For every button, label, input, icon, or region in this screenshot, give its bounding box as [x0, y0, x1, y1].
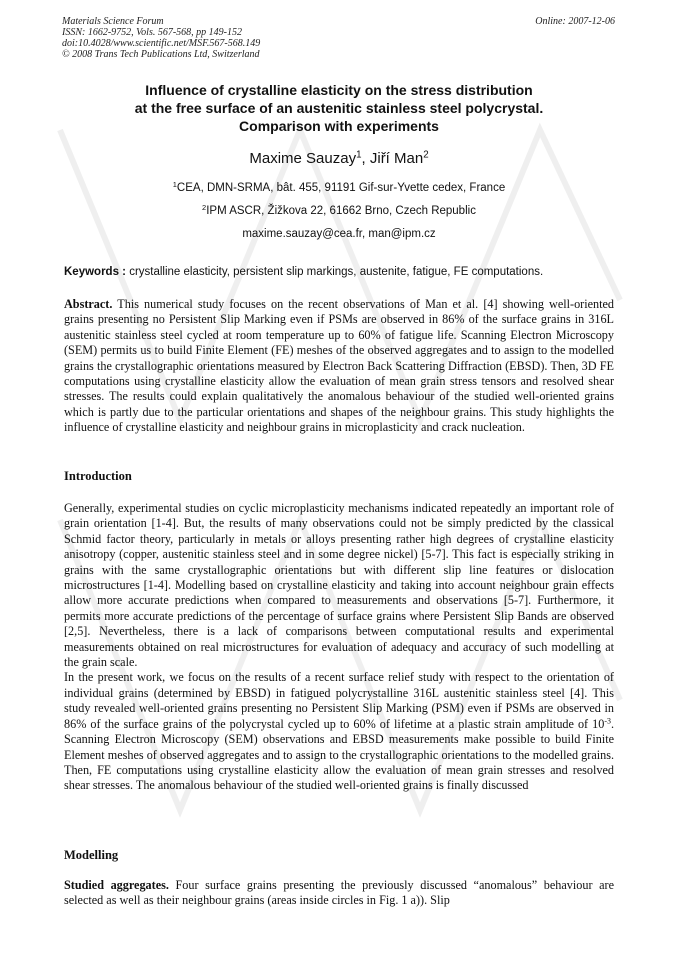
- abstract-text: This numerical study focuses on the recent observations of Man et al. [4] showing well-oriented grains presenting no Persistent Slip Marking even if PSMs are observed in 86% of the surface grains in 316L austenitic stainless steel cycled at room temperature up to 60% of fatigue life. Scanning Electron Microscopy (SEM) permits us to build Finite Element (FE) meshes of the observed aggregates and to assign to the modelled grains the crystallographic orientations measured by Electron Back Scattering Diffraction (EBSD). Then, 3D FE computations using crystalline elasticity allow the evaluation of mean grain stress tensors and resolved shear stresses. The results could explain qualitatively the anomalous behaviour of the studied well-oriented grains which is partly due to the particular orientations and shapes of the neighbour grains. This study highlights the influence of crystalline elasticity and neighbour grains in microplasticity and crack nucleation.: [64, 297, 614, 435]
- introduction-body: [64, 501, 614, 794]
- journal-name: Materials Science Forum: [62, 16, 164, 27]
- exponent: -3: [604, 716, 611, 726]
- affiliation-2: [40, 202, 638, 217]
- affiliation-text: CEA, DMN-SRMA, bât. 455, 91191 Gif-sur-Yvette cedex, France: [176, 182, 506, 194]
- online-date: Online: 2007-12-06: [535, 16, 615, 27]
- author-name: Maxime Sauzay: [249, 150, 357, 167]
- author-name: Jiří Man: [369, 150, 424, 167]
- affiliation-mark: 2: [202, 202, 207, 212]
- affiliation-1: [40, 179, 638, 194]
- copyright-line: © 2008 Trans Tech Publications Ltd, Switzerland: [62, 49, 260, 60]
- title-line-3: Comparison with experiments: [239, 118, 439, 134]
- author-emails: maxime.sauzay@cea.fr, man@ipm.cz: [242, 228, 436, 240]
- introduction-paragraph-1: Generally, experimental studies on cyclic microplasticity mechanisms indicated repeatedly an important role of grain orientation [1-4]. But, the results of many observations could not be simply predicted by the classical Schmid factor theory, particularly in metals or alloys presenting rather high degrees of crystalline elasticity anisotropy (copper, austenitic stainless steel and in some degree nickel) [5-7]. This fact is especially striking in grains with the same crystallographic orientations but with different slip line features or dislocation microstructures [1-4]. Modelling based on crystalline elasticity and taking into account neighbour grain effects allow more accurate predictions when compared to measurements and observations [5-7]. Furthermore, it permits more accurate predictions of the percentage of surface grains where Persistent Slip Bands are observed [2,5]. Nevertheless, there is a lack of comparisons between computational results and experimental measurements obtained on real microstructures for evaluation of adequacy and accuracy of such modelling at the grain scale.: [64, 501, 614, 670]
- issn-line: ISSN: 1662-9752, Vols. 567-568, pp 149-152: [62, 27, 242, 38]
- modelling-body: [64, 878, 614, 909]
- abstract-label: Abstract.: [64, 297, 113, 311]
- affiliation-text: IPM ASCR, Žižkova 22, 61662 Brno, Czech Republic: [206, 205, 476, 217]
- keywords: [64, 266, 614, 278]
- author-separator: ,: [361, 150, 370, 167]
- affiliation-mark: 1: [172, 179, 177, 189]
- title-line-2: at the free surface of an austenitic stainless steel polycrystal.: [134, 100, 544, 116]
- title-line-1: Influence of crystalline elasticity on the stress distribution: [145, 82, 533, 98]
- author-list: [40, 150, 638, 167]
- paragraph-text: In the present work, we focus on the results of a recent surface relief study with respect to the orientation of individual grains (determined by EBSD) in fatigued polycrystalline 316L austenitic stainless steel [4]. This study revealed well-oriented grains presenting no Persistent Slip Marking (PSM) even if PSMs are observed in 86% of the surface grains of the polycrystal cycled up to 60% of lifetime at a plastic strain amplitude of 10: [64, 670, 614, 731]
- introduction-heading: Introduction: [64, 469, 132, 483]
- publication-info: [62, 16, 260, 60]
- author-affiliation-mark: 1: [356, 149, 362, 161]
- paragraph-text: . Scanning Electron Microscopy (SEM) observations and EBSD measurements make possible to build Finite Element meshes of observed aggregates and to assign to the crystallographic orientations to the modelled grains. Then, FE computations using crystalline elasticity allow the evaluation of mean grain stresses and resolved shear stresses. The anomalous behaviour of the studied well-oriented grains is finally discussed: [64, 716, 614, 793]
- keywords-label: Keywords :: [64, 266, 126, 278]
- author-affiliation-mark: 2: [423, 149, 429, 161]
- abstract: [64, 297, 614, 436]
- modelling-text: Four surface grains presenting the previously discussed “anomalous” behaviour are selected as well as their neighbour grains (areas inside circles in Fig. 1 a)). Slip: [64, 878, 615, 908]
- keywords-text: crystalline elasticity, persistent slip markings, austenite, fatigue, FE computations.: [126, 266, 544, 278]
- introduction-paragraph-2: [64, 670, 614, 793]
- doi-line: doi:10.4028/www.scientific.net/MSF.567-568.149: [62, 38, 261, 49]
- paper-title: [40, 81, 638, 135]
- modelling-heading: Modelling: [64, 848, 119, 862]
- studied-aggregates-label: Studied aggregates.: [64, 878, 169, 892]
